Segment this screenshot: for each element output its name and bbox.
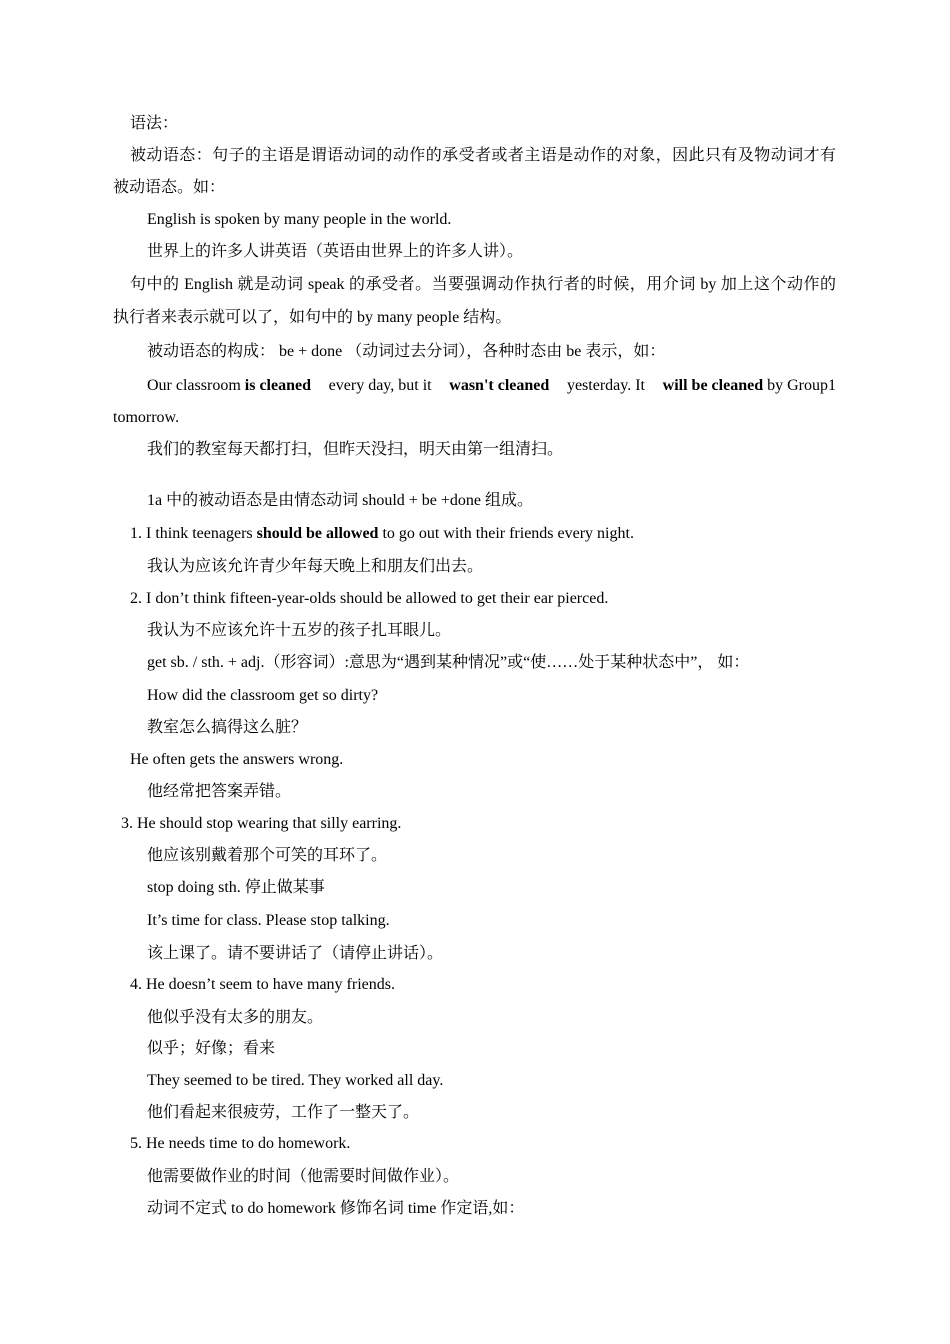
passive-definition-line-2: 被动语态。如： (113, 179, 226, 196)
bold-past-passive: wasn't cleaned (449, 377, 550, 394)
seem-meaning: 似乎；好像；看来 (147, 1040, 276, 1057)
bold-modal-passive: should be allowed (256, 525, 379, 542)
explanation-line-1: 句中的 English 就是动词 speak 的承受者。当要强调动作执行者的时候，用介词 by 加上这个动作的 (130, 276, 836, 293)
passive-structure: 被动语态的构成： be + done （动词过去分词），各种时态由 be 表示，如： (147, 343, 666, 360)
item-4-chinese: 他似乎没有太多的朋友。 (147, 1009, 324, 1026)
stop-usage-note: stop doing sth. 停止做某事 (147, 879, 325, 896)
item-5: 5. He needs time to do homework. (130, 1135, 351, 1152)
item-5-chinese: 他需要做作业的时间（他需要时间做作业）。 (147, 1168, 460, 1185)
item-3: 3. He should stop wearing that silly earring. (121, 815, 402, 832)
seem-example-chinese: 他们看起来很疲劳，工作了一整天了。 (147, 1104, 420, 1121)
get-usage-note: get sb. / sth. + adj.（形容词）:意思为“遇到某种情况”或“使……处于某种状态中”， 如： (147, 654, 750, 671)
item-3-chinese: 他应该别戴着那个可笑的耳环了。 (147, 847, 388, 864)
get-example-2: He often gets the answers wrong. (130, 751, 344, 768)
modal-passive-note: 1a 中的被动语态是由情态动词 should + be +done 组成。 (147, 492, 534, 509)
item-1: 1. I think teenagers should be allowed to go out with their friends every night. (130, 525, 634, 542)
example-2-english-cont: tomorrow. (113, 409, 180, 426)
example-2-chinese: 我们的教室每天都打扫，但昨天没扫，明天由第一组清扫。 (147, 441, 564, 458)
grammar-heading: 语法： (130, 115, 179, 132)
bold-present-passive: is cleaned (244, 377, 311, 394)
get-example-1-chinese: 教室怎么搞得这么脏？ (147, 719, 308, 736)
item-4: 4. He doesn’t seem to have many friends. (130, 976, 395, 993)
item-2-chinese: 我认为不应该允许十五岁的孩子扎耳眼儿。 (147, 622, 452, 639)
get-example-1: How did the classroom get so dirty? (147, 687, 379, 704)
bold-future-passive: will be cleaned (662, 377, 764, 394)
example-2-english: Our classroom is cleaned every day, but it wasn't cleaned yesterday. It will be cleaned by Group1 (147, 377, 836, 394)
example-1-english: English is spoken by many people in the world. (147, 211, 452, 228)
item-1-chinese: 我认为应该允许青少年每天晚上和朋友们出去。 (147, 558, 484, 575)
stop-example-chinese: 该上课了。请不要讲话了（请停止讲话）。 (147, 945, 444, 962)
seem-example: They seemed to be tired. They worked all day. (147, 1072, 444, 1089)
stop-example: It’s time for class. Please stop talking. (147, 912, 390, 929)
infinitive-note: 动词不定式 to do homework 修饰名词 time 作定语,如： (147, 1200, 525, 1217)
get-example-2-chinese: 他经常把答案弄错。 (147, 783, 292, 800)
explanation-line-2: 执行者来表示就可以了，如句中的 by many people 结构。 (113, 309, 512, 326)
example-1-chinese: 世界上的许多人讲英语（英语由世界上的许多人讲）。 (147, 243, 524, 260)
item-2: 2. I don’t think fifteen-year-olds should be allowed to get their ear pierced. (130, 590, 609, 607)
passive-definition-line-1: 被动语态：句子的主语是谓语动词的动作的承受者或者主语是动作的对象，因此只有及物动词才有 (130, 147, 836, 164)
